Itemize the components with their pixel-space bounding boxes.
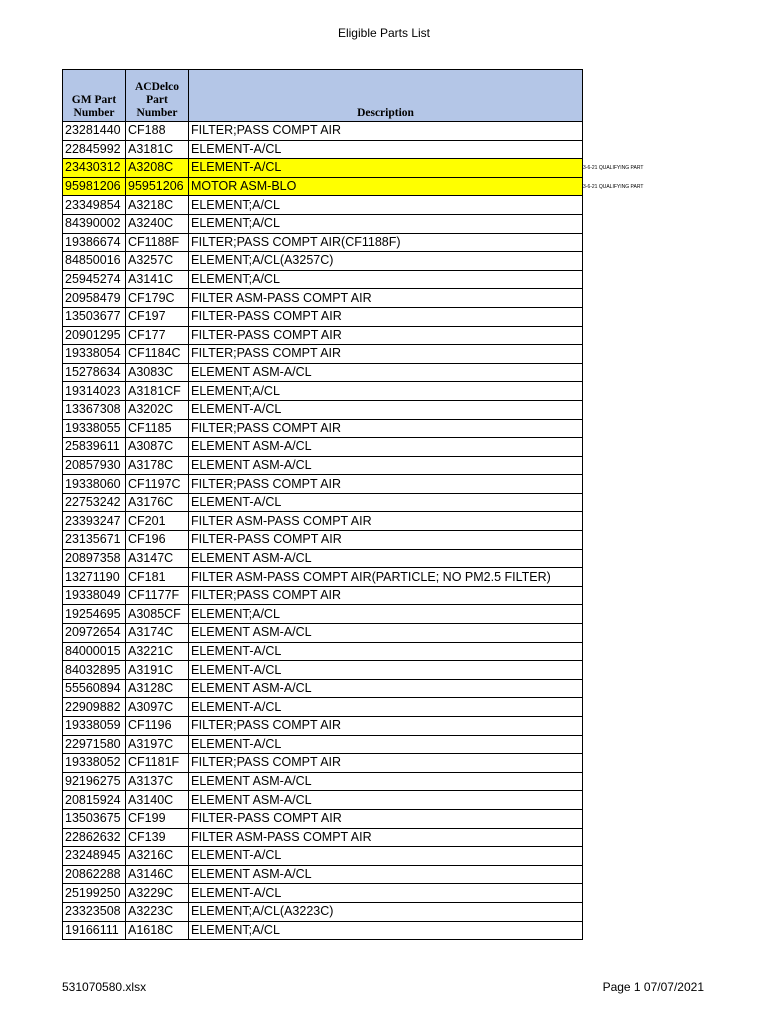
table-row [63,382,583,401]
table-row [63,902,583,921]
cell-description: ELEMENT;A/CL [189,196,583,215]
cell-gm: 19338055 [63,419,126,438]
cell-description: ELEMENT-A/CL [189,493,583,512]
cell-description: FILTER;PASS COMPT AIR [189,586,583,605]
table-row [63,307,583,326]
footer-filename: 531070580.xlsx [62,980,147,994]
table-row [63,140,583,159]
cell-description: FILTER ASM-PASS COMPT AIR [189,289,583,308]
table-row [63,345,583,364]
cell-description: ELEMENT;A/CL [189,605,583,624]
table-row [63,642,583,661]
table-row [63,661,583,680]
cell-acdelco: CF188 [126,122,189,141]
cell-gm: 19338049 [63,586,126,605]
cell-description: FILTER ASM-PASS COMPT AIR [189,512,583,531]
cell-acdelco: A3083C [126,363,189,382]
cell-description: FILTER;PASS COMPT AIR [189,345,583,364]
cell-description: FILTER;PASS COMPT AIR [189,754,583,773]
cell-description: ELEMENT;A/CL [189,382,583,401]
cell-gm: 95981206 [63,177,126,196]
table-row [63,363,583,382]
cell-gm: 22845992 [63,140,126,159]
cell-gm: 19338052 [63,754,126,773]
cell-gm: 84390002 [63,214,126,233]
cell-gm: 22753242 [63,493,126,512]
table-row [63,884,583,903]
cell-acdelco: A3181C [126,140,189,159]
cell-description: FILTER;PASS COMPT AIR [189,717,583,736]
cell-acdelco: CF1197C [126,475,189,494]
cell-gm: 23393247 [63,512,126,531]
cell-gm: 23323508 [63,902,126,921]
cell-gm: 19338060 [63,475,126,494]
cell-gm: 84850016 [63,252,126,271]
table-row [63,679,583,698]
cell-description: FILTER;PASS COMPT AIR [189,122,583,141]
cell-acdelco: A3128C [126,679,189,698]
table-row [63,549,583,568]
table-row [63,159,583,178]
table-row [63,568,583,587]
table-row [63,475,583,494]
cell-description: ELEMENT ASM-A/CL [189,865,583,884]
cell-gm: 20901295 [63,326,126,345]
cell-description: FILTER-PASS COMPT AIR [189,809,583,828]
cell-acdelco: A3202C [126,400,189,419]
cell-gm: 22909882 [63,698,126,717]
table-row [63,531,583,550]
cell-acdelco: A3229C [126,884,189,903]
table-row [63,438,583,457]
cell-acdelco: 95951206 [126,177,189,196]
table-row [63,605,583,624]
cell-gm: 15278634 [63,363,126,382]
cell-description: ELEMENT-A/CL [189,735,583,754]
qualifying-part-note: 3-6-21 QUALIFYING PART [583,164,644,171]
table-header-row [63,70,583,122]
cell-description: FILTER ASM-PASS COMPT AIR [189,828,583,847]
cell-description: ELEMENT-A/CL [189,661,583,680]
footer-page-date: Page 1 07/07/2021 [602,980,704,994]
cell-acdelco: A3141C [126,270,189,289]
cell-acdelco: A3181CF [126,382,189,401]
cell-acdelco: A3085CF [126,605,189,624]
cell-acdelco: A3146C [126,865,189,884]
cell-gm: 23248945 [63,847,126,866]
table-row [63,177,583,196]
cell-description: ELEMENT-A/CL [189,140,583,159]
cell-gm: 13367308 [63,400,126,419]
cell-description: ELEMENT;A/CL [189,270,583,289]
cell-gm: 22862632 [63,828,126,847]
cell-description: ELEMENT;A/CL [189,214,583,233]
table-row [63,289,583,308]
cell-acdelco: CF197 [126,307,189,326]
table-row [63,196,583,215]
cell-gm: 13503675 [63,809,126,828]
table-row [63,270,583,289]
table-row [63,698,583,717]
cell-acdelco: CF201 [126,512,189,531]
cell-description: FILTER;PASS COMPT AIR [189,419,583,438]
cell-description: ELEMENT ASM-A/CL [189,438,583,457]
cell-acdelco: A3191C [126,661,189,680]
cell-acdelco: CF1188F [126,233,189,252]
table-row [63,493,583,512]
cell-description: FILTER ASM-PASS COMPT AIR(PARTICLE; NO PM2.5 FILTER) [189,568,583,587]
table-row [63,828,583,847]
cell-description: ELEMENT ASM-A/CL [189,679,583,698]
cell-gm: 20862288 [63,865,126,884]
table-row [63,809,583,828]
cell-acdelco: A3140C [126,791,189,810]
cell-acdelco: A3257C [126,252,189,271]
cell-acdelco: A3137C [126,772,189,791]
cell-acdelco: A3178C [126,456,189,475]
cell-description: ELEMENT ASM-A/CL [189,363,583,382]
cell-acdelco: A3216C [126,847,189,866]
cell-acdelco: A3087C [126,438,189,457]
cell-acdelco: A3208C [126,159,189,178]
cell-gm: 25839611 [63,438,126,457]
cell-gm: 13503677 [63,307,126,326]
cell-description: FILTER;PASS COMPT AIR [189,475,583,494]
cell-acdelco: A1618C [126,921,189,940]
cell-acdelco: A3218C [126,196,189,215]
cell-description: ELEMENT;A/CL [189,921,583,940]
cell-gm: 22971580 [63,735,126,754]
cell-description: FILTER-PASS COMPT AIR [189,326,583,345]
cell-gm: 19254695 [63,605,126,624]
cell-gm: 19166111 [63,921,126,940]
cell-gm: 20857930 [63,456,126,475]
cell-description: FILTER-PASS COMPT AIR [189,531,583,550]
cell-gm: 20897358 [63,549,126,568]
cell-gm: 19338059 [63,717,126,736]
cell-acdelco: CF177 [126,326,189,345]
cell-gm: 92196275 [63,772,126,791]
table-row [63,921,583,940]
cell-acdelco: A3097C [126,698,189,717]
table-row [63,512,583,531]
cell-description: ELEMENT-A/CL [189,159,583,178]
cell-acdelco: CF1177F [126,586,189,605]
table-body [63,122,583,940]
cell-gm: 19314023 [63,382,126,401]
cell-gm: 19386674 [63,233,126,252]
table-row [63,791,583,810]
cell-gm: 55560894 [63,679,126,698]
header-gm-part-number: GM Part Number [63,70,126,122]
header-description: Description [189,70,583,122]
cell-description: ELEMENT ASM-A/CL [189,772,583,791]
cell-gm: 84032895 [63,661,126,680]
cell-description: ELEMENT-A/CL [189,698,583,717]
cell-description: MOTOR ASM-BLO [189,177,583,196]
cell-description: ELEMENT ASM-A/CL [189,624,583,643]
cell-description: ELEMENT-A/CL [189,884,583,903]
cell-gm: 23349854 [63,196,126,215]
cell-description: ELEMENT ASM-A/CL [189,791,583,810]
cell-description: ELEMENT;A/CL(A3223C) [189,902,583,921]
cell-acdelco: CF199 [126,809,189,828]
table-row [63,754,583,773]
cell-acdelco: CF179C [126,289,189,308]
cell-gm: 20815924 [63,791,126,810]
header-acdelco-part-number: ACDelco Part Number [126,70,189,122]
cell-description: ELEMENT;A/CL(A3257C) [189,252,583,271]
table-row [63,717,583,736]
cell-gm: 25945274 [63,270,126,289]
cell-gm: 23135671 [63,531,126,550]
cell-acdelco: CF1196 [126,717,189,736]
cell-gm: 23430312 [63,159,126,178]
cell-acdelco: A3221C [126,642,189,661]
cell-description: ELEMENT-A/CL [189,642,583,661]
table-row [63,419,583,438]
table-row [63,122,583,141]
cell-acdelco: A3240C [126,214,189,233]
table-row [63,865,583,884]
table-row [63,735,583,754]
cell-acdelco: CF1181F [126,754,189,773]
table-row [63,624,583,643]
cell-description: ELEMENT ASM-A/CL [189,456,583,475]
table-row [63,586,583,605]
table-row [63,214,583,233]
parts-table [62,69,583,940]
cell-gm: 84000015 [63,642,126,661]
cell-description: ELEMENT-A/CL [189,847,583,866]
cell-gm: 20958479 [63,289,126,308]
cell-gm: 20972654 [63,624,126,643]
table-row [63,326,583,345]
table-row [63,847,583,866]
cell-acdelco: A3174C [126,624,189,643]
table-row [63,233,583,252]
cell-description: FILTER;PASS COMPT AIR(CF1188F) [189,233,583,252]
cell-acdelco: CF139 [126,828,189,847]
cell-description: ELEMENT-A/CL [189,400,583,419]
table-row [63,400,583,419]
cell-acdelco: A3147C [126,549,189,568]
cell-gm: 19338054 [63,345,126,364]
cell-description: ELEMENT ASM-A/CL [189,549,583,568]
cell-acdelco: CF1185 [126,419,189,438]
table-row [63,252,583,271]
table-row [63,456,583,475]
table-row [63,772,583,791]
cell-acdelco: CF181 [126,568,189,587]
page-title: Eligible Parts List [337,26,431,40]
qualifying-part-note: 3-6-21 QUALIFYING PART [583,183,644,190]
cell-acdelco: A3197C [126,735,189,754]
cell-acdelco: A3176C [126,493,189,512]
cell-gm: 23281440 [63,122,126,141]
cell-acdelco: CF196 [126,531,189,550]
cell-acdelco: CF1184C [126,345,189,364]
cell-description: FILTER-PASS COMPT AIR [189,307,583,326]
cell-gm: 25199250 [63,884,126,903]
cell-acdelco: A3223C [126,902,189,921]
cell-gm: 13271190 [63,568,126,587]
